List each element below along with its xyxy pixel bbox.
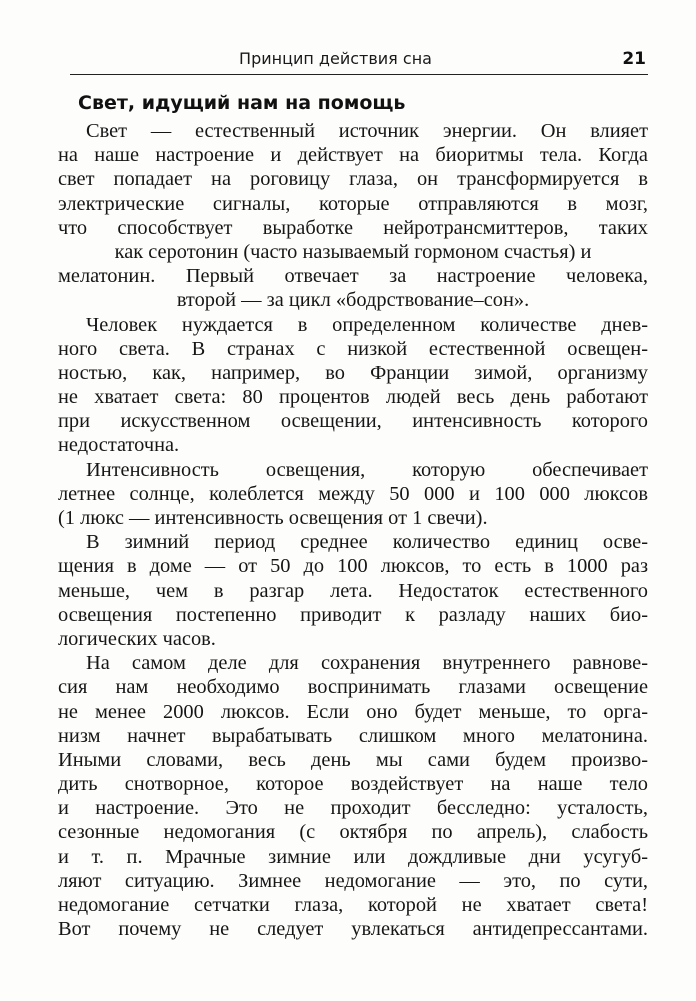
paragraph-line: недомогание сетчатки глаза, которой не хватает света! (58, 894, 648, 916)
paragraph-line: свет попадает на роговицу глаза, он трансформируется в (58, 168, 648, 191)
paragraph-line: сия нам необходимо воспринимать глазами освещение (58, 676, 648, 699)
paragraph-line: ляют ситуацию. Зимнее недомогание — это, по сути, (58, 869, 648, 892)
paragraph-line: На самом деле для сохранения внутреннего равнове- (86, 652, 648, 675)
paragraph-line: Иными словами, весь день мы сами будем произво- (58, 748, 648, 771)
paragraph-line: электрические сигналы, которые отправляются в мозг, (58, 192, 648, 215)
paragraph-line: при искусственном освещении, интенсивность которого (58, 410, 648, 433)
paragraph-line: мелатонин. Первый отвечает за настроение человека, (58, 265, 648, 288)
paragraph-line: освещения постепенно приводит к разладу наших био- (58, 603, 648, 626)
header-divider (70, 74, 648, 75)
paragraph-line: щения в доме — от 50 до 100 люксов, то есть в 1000 раз (58, 555, 648, 578)
paragraph-line: ностью, как, например, во Франции зимой, организму (58, 361, 648, 384)
paragraph-line: что способствует выработке нейротрансмиттеров, таких (58, 216, 648, 239)
paragraph-line: дить снотворное, которое воздействует на наше тело (58, 773, 648, 796)
paragraph-line: на наше настроение и действует на биоритмы тела. Когда (58, 144, 648, 167)
paragraph-line: летнее солнце, колеблется между 50 000 и 100 000 люксов (58, 482, 648, 505)
paragraph-line: низм начнет вырабатывать слишком много мелатонина. (58, 724, 648, 747)
section-heading: Свет, идущий нам на помощь (78, 92, 406, 114)
paragraph-line: Интенсивность освещения, которую обеспечивает (86, 458, 648, 481)
paragraph-line: и т. п. Мрачные зимние или дождливые дни усугуб- (58, 845, 648, 868)
paragraph-line: логических часов. (58, 627, 216, 650)
running-header (70, 48, 648, 74)
paragraph-line: (1 люкс — интенсивность освещения от 1 свечи). (58, 507, 488, 529)
paragraph-line: и настроение. Это не проходит бесследно: усталость, (58, 797, 648, 820)
paragraph-line: Свет — естественный источник энергии. Он влияет (86, 120, 648, 142)
running-header-title: Принцип действия сна (239, 49, 432, 68)
paragraph-line: сезонные недомогания (с октября по апрель), слабость (58, 821, 648, 844)
paragraph-line: Вот почему не следует увлекаться антидепрессантами. (58, 918, 648, 941)
paragraph-line: Человек нуждается в определенном количестве днев- (86, 313, 648, 336)
paragraph-line: меньше, чем в разгар лета. Недостаток естественного (58, 579, 648, 602)
paragraph-line: ного света. В странах с низкой естественной освещен- (58, 337, 648, 360)
paragraph-line: второй — за цикл «бодрствование–сон». (176, 289, 530, 312)
paragraph-line: не менее 2000 люксов. Если оно будет меньше, то орга- (58, 700, 648, 723)
paragraph-line: В зимний период среднее количество единиц осве- (86, 531, 648, 554)
paragraph-line: не хватает света: 80 процентов людей весь день работают (58, 386, 648, 409)
paragraph-line: недостаточна. (58, 434, 180, 457)
body-text (58, 119, 648, 941)
paragraph-line: как серотонин (часто называемый гормоном счастья) и (114, 240, 592, 263)
page-number: 21 (622, 49, 646, 69)
